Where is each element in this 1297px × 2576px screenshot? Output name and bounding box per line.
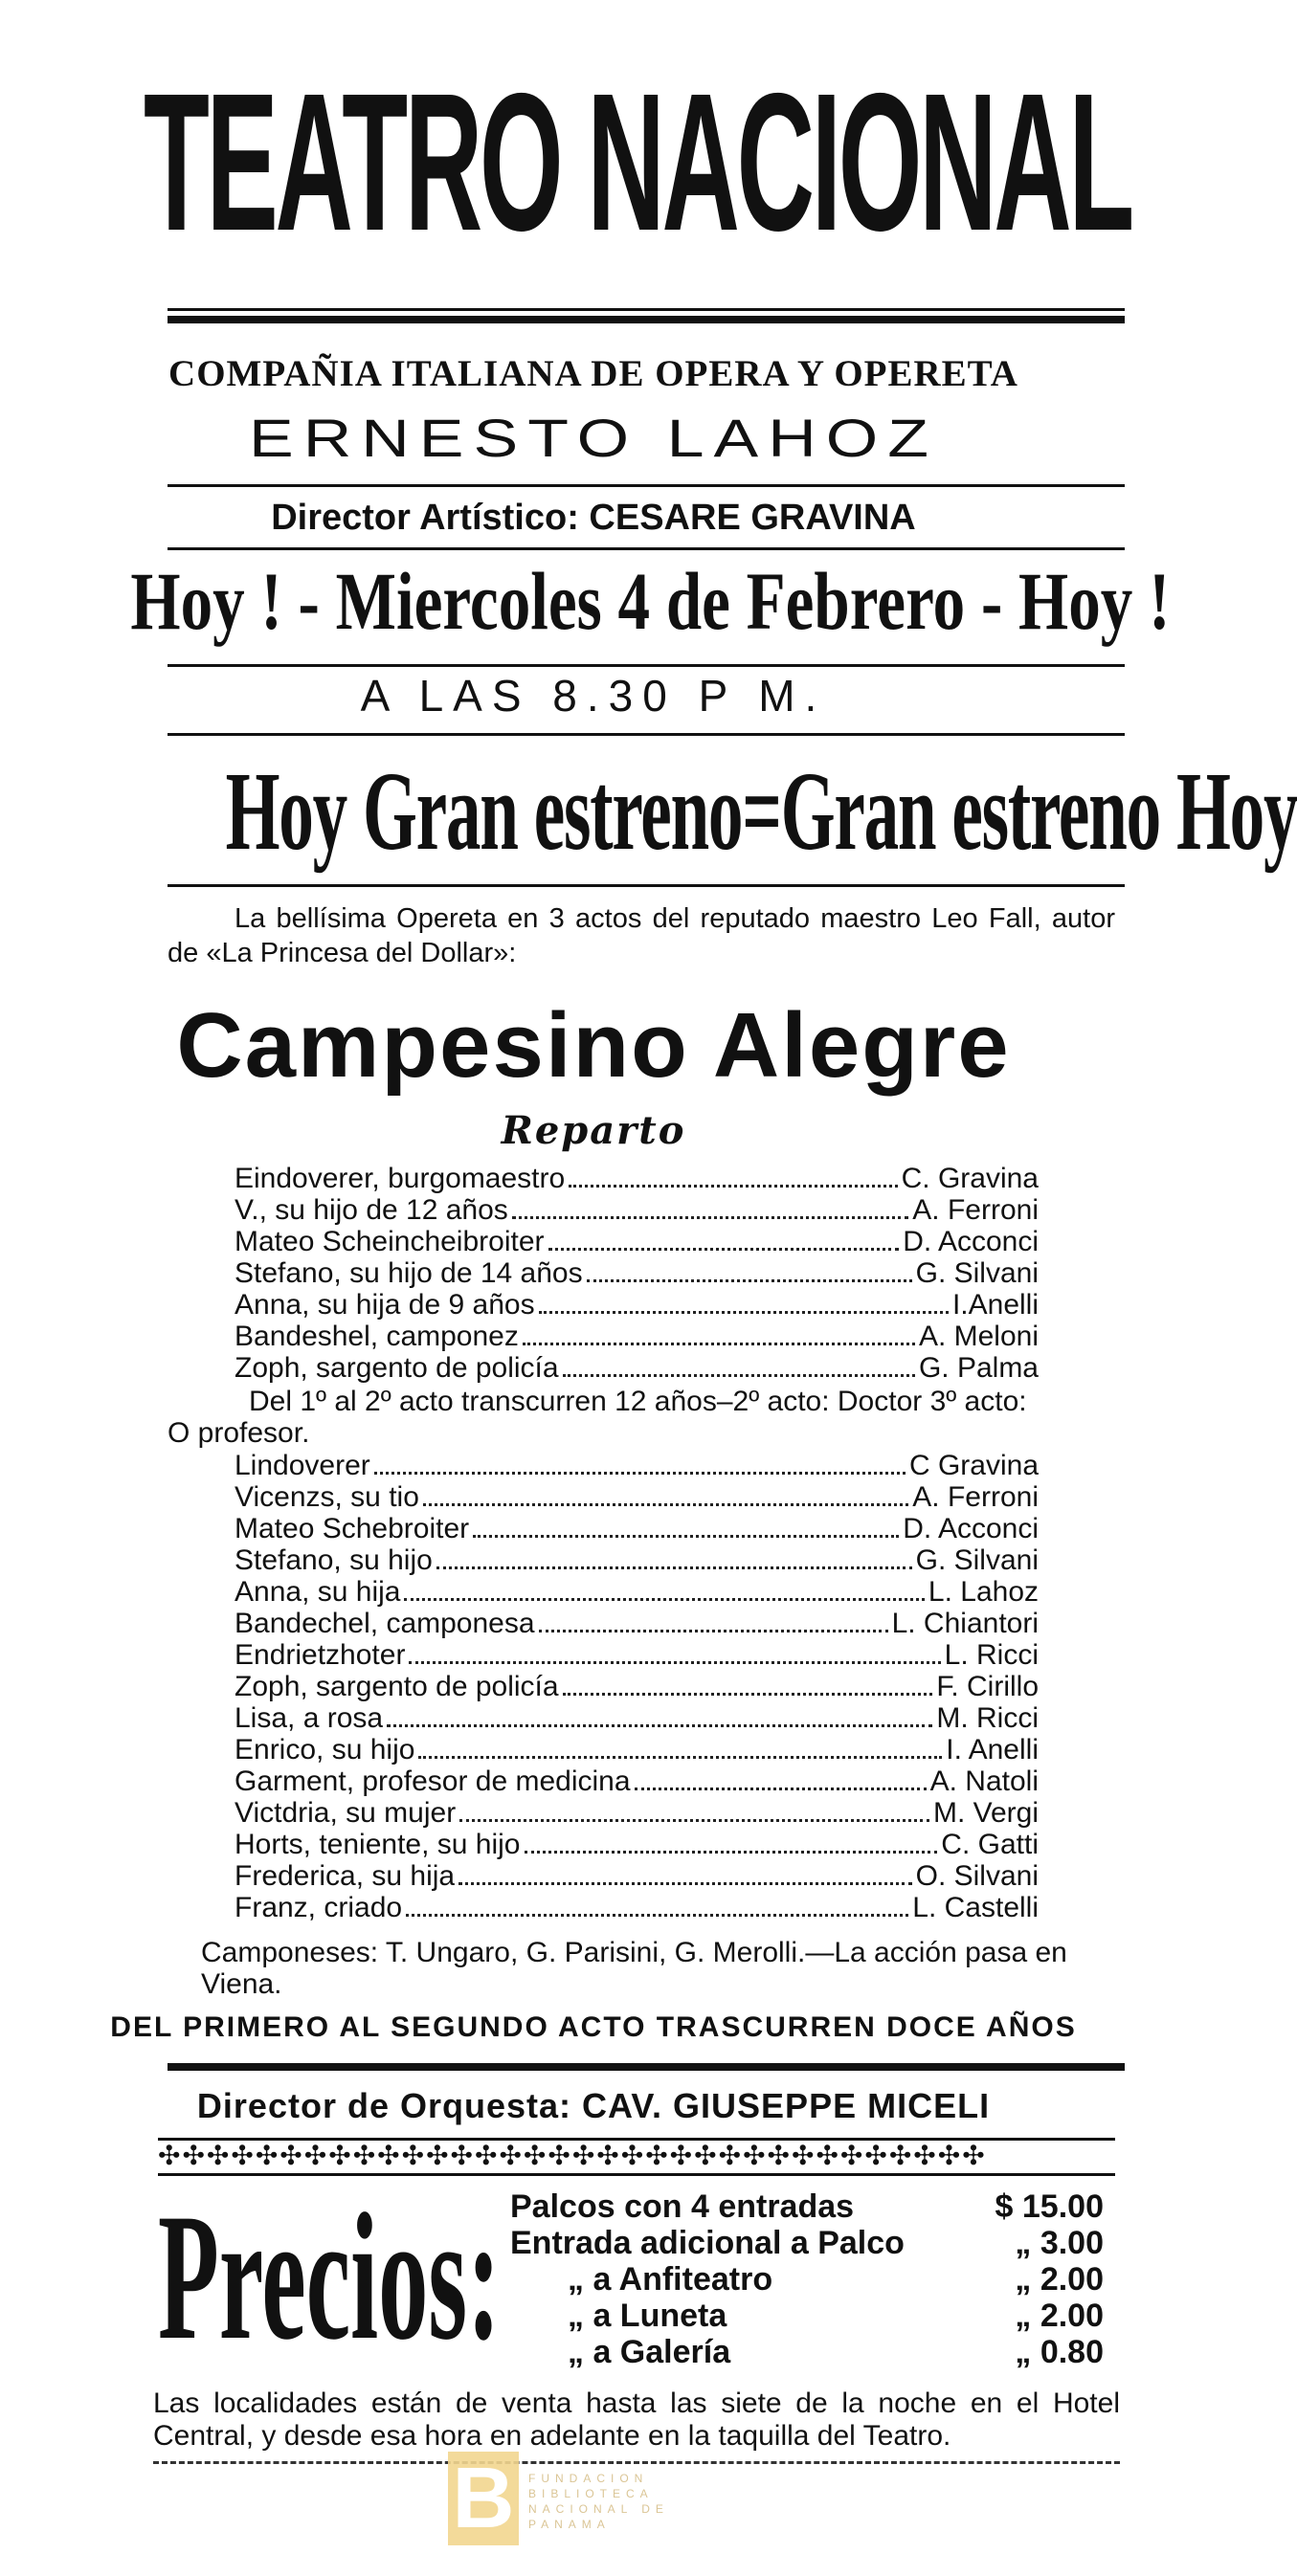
price-list (510, 2188, 1104, 2370)
cast-row: Mateo Schebroiter D. Acconci (235, 1513, 1039, 1544)
divider (153, 2461, 1120, 2464)
date-line: Hoy ! - Miercoles 4 de Febrero - Hoy ! (130, 555, 1171, 647)
divider (168, 316, 1125, 323)
impresario-name: ERNESTO LAHOZ (249, 408, 938, 469)
divider (168, 308, 1125, 311)
orchestra-director: Director de Orquesta: CAV. GIUSEPPE MICELI (196, 2086, 991, 2125)
price-row: „ a Luneta „ 2.00 (568, 2298, 1104, 2334)
divider (168, 884, 1125, 887)
cast-heading: Reparto (501, 1108, 686, 1153)
cast-row: Horts, teniente, su hijo C. Gatti (235, 1829, 1039, 1860)
divider (168, 664, 1125, 667)
act-interval-note: DEL PRIMERO AL SEGUNDO ACTO TRASCURREN DOCE AÑOS (110, 2011, 1077, 2043)
divider (168, 2063, 1125, 2071)
cast-row: Frederica, su hija O. Silvani (235, 1860, 1039, 1892)
intro-paragraph: La bellísima Opereta en 3 actos del reputado maestro Leo Fall, autor de «La Princesa del Dollar»: (168, 903, 1115, 968)
cast-row: Lisa, a rosa M. Ricci (235, 1702, 1039, 1734)
cast-row: Garment, profesor de medicina A. Natoli (235, 1765, 1039, 1797)
title-block (144, 53, 1131, 282)
divider (168, 547, 1125, 550)
opera-title: Campesino Alegre (176, 994, 1011, 1097)
library-logo: B (448, 2452, 519, 2545)
premiere-line: Hoy Gran estreno=Gran estreno Hoy (225, 748, 1297, 874)
cast-row: Mateo Scheincheibroiter D. Acconci (235, 1226, 1039, 1257)
price-row: „ a Galería „ 0.80 (568, 2334, 1104, 2370)
cast-row: Bandeshel, camponez A. Meloni (235, 1321, 1039, 1352)
cast-row: Anna, su hija L. Lahoz (235, 1576, 1039, 1608)
cast-row: V., su hijo de 12 años A. Ferroni (235, 1194, 1039, 1226)
cast-row: Enrico, su hijo I. Anelli (235, 1734, 1039, 1765)
cast-row: Franz, criado L. Castelli (235, 1892, 1039, 1923)
cast-row: Eindoverer, burgomaestro C. Gravina (235, 1163, 1039, 1194)
cast-row: Stefano, su hijo G. Silvani (235, 1544, 1039, 1576)
cast-list-act2 (235, 1450, 1039, 1923)
cast-row: Anna, su hija de 9 años I.Anelli (235, 1289, 1039, 1321)
time-line: A LAS 8.30 P M. (360, 671, 827, 721)
cast-row: Victdria, su mujer M. Vergi (235, 1797, 1039, 1829)
cast-row: Zoph, sargento de policía G. Palma (235, 1352, 1039, 1384)
act-note: Del 1º al 2º acto transcurren 12 años–2º acto: Doctor 3º acto: O profesor. (168, 1386, 1027, 1449)
company-name: COMPAÑIA ITALIANA DE OPERA Y OPERETA (168, 353, 1018, 394)
cast-row: Zoph, sargento de policía F. Cirillo (235, 1671, 1039, 1702)
artistic-director: Director Artístico: CESARE GRAVINA (271, 498, 916, 538)
theater-title: TEATRO NACIONAL (144, 53, 1131, 272)
price-row: „ a Anfiteatro „ 2.00 (568, 2261, 1104, 2298)
cast-row: Lindoverer C Gravina (235, 1450, 1039, 1481)
camponeses-note: Camponeses: T. Ungaro, G. Parisini, G. Merolli.—La acción pasa en Viena. (201, 1937, 1067, 2000)
cast-row: Bandechel, camponesa L. Chiantori (235, 1608, 1039, 1639)
divider (168, 733, 1125, 736)
price-row: Entrada adicional a Palco „ 3.00 (510, 2225, 1104, 2261)
ticket-sale-note: Las localidades están de venta hasta las siete de la noche en el Hotel Central, y desde esa hora en adelante en la taquilla del Teatro. (153, 2387, 1120, 2452)
price-row: Palcos con 4 entradas $ 15.00 (510, 2188, 1104, 2225)
cast-row: Vicenzs, su tio A. Ferroni (235, 1481, 1039, 1513)
divider (168, 484, 1125, 487)
prices-heading: Precios: (158, 2177, 501, 2378)
ornamental-border: ✣✣✣✣✣✣✣✣✣✣✣✣✣✣✣✣✣✣✣✣✣✣✣✣✣✣✣✣✣✣✣✣✣✣ (158, 2138, 1115, 2176)
cast-list-act1 (235, 1163, 1039, 1384)
cast-row: Endrietzhoter L. Ricci (235, 1639, 1039, 1671)
library-watermark-text: FUNDACION BIBLIOTECA NACIONAL DE PANAMA (528, 2472, 669, 2531)
cast-row: Stefano, su hijo de 14 años G. Silvani (235, 1257, 1039, 1289)
